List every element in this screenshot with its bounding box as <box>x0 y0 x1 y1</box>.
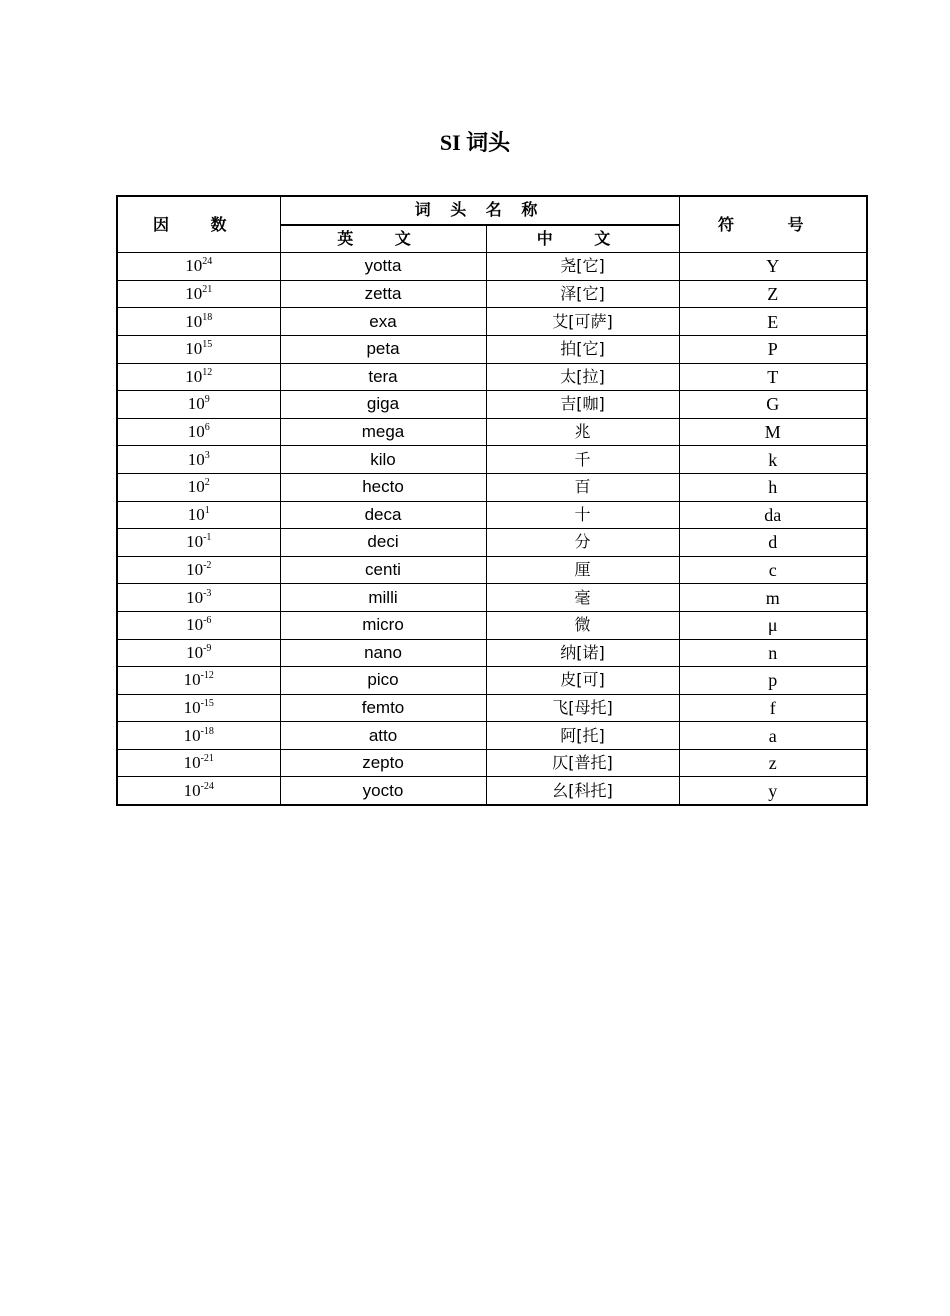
factor-base: 10 <box>183 780 201 800</box>
chinese-name-cell: 皮[可] <box>486 667 679 695</box>
factor-cell <box>117 584 280 612</box>
factor-exponent: 2 <box>204 477 210 489</box>
chinese-name-cell: 幺[科托] <box>486 777 679 805</box>
symbol-cell: Y <box>679 253 867 281</box>
chinese-name-cell: 泽[它] <box>486 280 679 308</box>
factor-cell <box>117 639 280 667</box>
symbol-header: 符 号 <box>679 196 867 253</box>
table-row <box>117 529 867 557</box>
english-name-cell: nano <box>280 639 486 667</box>
factor-base: 10 <box>186 642 204 662</box>
symbol-cell: M <box>679 418 867 446</box>
table-row <box>117 749 867 777</box>
factor-base: 10 <box>186 587 204 607</box>
english-name-cell: hecto <box>280 473 486 501</box>
factor-exponent: 9 <box>204 394 210 406</box>
english-name-cell: tera <box>280 363 486 391</box>
table-row <box>117 473 867 501</box>
symbol-cell: a <box>679 722 867 750</box>
table-body <box>117 253 867 805</box>
chinese-name-cell: 毫 <box>486 584 679 612</box>
factor-base: 10 <box>187 422 205 442</box>
chinese-name-cell: 飞[母托] <box>486 694 679 722</box>
factor-exponent: -18 <box>200 725 214 737</box>
factor-exponent: -1 <box>203 532 212 544</box>
factor-exponent: -9 <box>203 642 212 654</box>
factor-base: 10 <box>183 697 201 717</box>
chinese-name-cell: 微 <box>486 611 679 639</box>
english-name-cell: milli <box>280 584 486 612</box>
english-name-cell: yotta <box>280 253 486 281</box>
factor-cell <box>117 335 280 363</box>
factor-exponent: 21 <box>202 284 213 296</box>
table-row <box>117 501 867 529</box>
factor-exponent: 1 <box>204 504 210 516</box>
symbol-cell: Z <box>679 280 867 308</box>
chinese-name-cell: 兆 <box>486 418 679 446</box>
english-name-cell: deca <box>280 501 486 529</box>
factor-cell <box>117 473 280 501</box>
chinese-name-cell: 阿[托] <box>486 722 679 750</box>
factor-exponent: -6 <box>203 615 212 627</box>
chinese-name-cell: 百 <box>486 473 679 501</box>
factor-header: 因 数 <box>117 196 280 253</box>
factor-cell <box>117 777 280 805</box>
factor-cell <box>117 722 280 750</box>
table-header <box>117 196 867 253</box>
factor-base: 10 <box>185 311 203 331</box>
table-row <box>117 446 867 474</box>
chinese-name-cell: 纳[诺] <box>486 639 679 667</box>
table-row <box>117 308 867 336</box>
english-name-cell: centi <box>280 556 486 584</box>
symbol-cell: E <box>679 308 867 336</box>
factor-cell <box>117 667 280 695</box>
factor-base: 10 <box>185 366 203 386</box>
factor-cell <box>117 280 280 308</box>
symbol-cell: G <box>679 391 867 419</box>
factor-exponent: -2 <box>203 560 212 572</box>
symbol-cell: da <box>679 501 867 529</box>
english-name-cell: zepto <box>280 749 486 777</box>
symbol-cell: p <box>679 667 867 695</box>
symbol-cell: d <box>679 529 867 557</box>
factor-cell <box>117 611 280 639</box>
factor-base: 10 <box>185 256 203 276</box>
page-title: SI 词头 <box>439 130 511 155</box>
factor-exponent: -15 <box>200 697 214 709</box>
symbol-cell: c <box>679 556 867 584</box>
symbol-cell: z <box>679 749 867 777</box>
factor-cell <box>117 529 280 557</box>
factor-exponent: -12 <box>200 670 214 682</box>
factor-exponent: -24 <box>200 780 214 792</box>
si-prefix-table <box>116 195 868 806</box>
symbol-cell: h <box>679 473 867 501</box>
english-name-cell: femto <box>280 694 486 722</box>
factor-exponent: 24 <box>202 256 213 268</box>
english-name-cell: micro <box>280 611 486 639</box>
table-row <box>117 611 867 639</box>
english-name-cell: atto <box>280 722 486 750</box>
symbol-cell: T <box>679 363 867 391</box>
symbol-cell: n <box>679 639 867 667</box>
factor-exponent: 6 <box>204 422 210 434</box>
factor-cell <box>117 556 280 584</box>
english-name-cell: peta <box>280 335 486 363</box>
factor-base: 10 <box>187 477 205 497</box>
chinese-name-cell: 厘 <box>486 556 679 584</box>
table-row <box>117 280 867 308</box>
factor-base: 10 <box>183 753 201 773</box>
table-row <box>117 667 867 695</box>
symbol-cell: f <box>679 694 867 722</box>
table-row <box>117 556 867 584</box>
chinese-name-cell: 分 <box>486 529 679 557</box>
factor-base: 10 <box>187 504 205 524</box>
table-row <box>117 584 867 612</box>
factor-cell <box>117 749 280 777</box>
table-row <box>117 391 867 419</box>
factor-base: 10 <box>186 532 204 552</box>
english-name-cell: kilo <box>280 446 486 474</box>
chinese-name-cell: 仄[普托] <box>486 749 679 777</box>
header-row-top <box>117 196 867 225</box>
table-row <box>117 418 867 446</box>
factor-base: 10 <box>187 394 205 414</box>
chinese-name-cell: 尧[它] <box>486 253 679 281</box>
factor-exponent: 3 <box>204 449 210 461</box>
symbol-cell: k <box>679 446 867 474</box>
chinese-name-cell: 吉[咖] <box>486 391 679 419</box>
chinese-header: 中 文 <box>486 225 679 253</box>
english-name-cell: mega <box>280 418 486 446</box>
english-name-cell: deci <box>280 529 486 557</box>
factor-base: 10 <box>187 449 205 469</box>
table-row <box>117 363 867 391</box>
factor-cell <box>117 363 280 391</box>
factor-cell <box>117 253 280 281</box>
factor-cell <box>117 501 280 529</box>
symbol-cell: P <box>679 335 867 363</box>
table-row <box>117 777 867 805</box>
factor-cell <box>117 446 280 474</box>
symbol-cell: m <box>679 584 867 612</box>
english-header: 英 文 <box>280 225 486 253</box>
factor-base: 10 <box>186 615 204 635</box>
factor-exponent: 18 <box>202 311 213 323</box>
factor-base: 10 <box>186 560 204 580</box>
table-row <box>117 335 867 363</box>
factor-base: 10 <box>183 670 201 690</box>
english-name-cell: exa <box>280 308 486 336</box>
factor-exponent: 12 <box>202 366 213 378</box>
table-row <box>117 694 867 722</box>
prefix-name-header: 词 头 名 称 <box>280 196 679 225</box>
english-name-cell: zetta <box>280 280 486 308</box>
factor-cell <box>117 391 280 419</box>
table-row <box>117 253 867 281</box>
table-row <box>117 639 867 667</box>
factor-base: 10 <box>185 339 203 359</box>
chinese-name-cell: 千 <box>486 446 679 474</box>
chinese-name-cell: 拍[它] <box>486 335 679 363</box>
factor-exponent: 15 <box>202 339 213 351</box>
factor-exponent: -21 <box>200 753 214 765</box>
chinese-name-cell: 太[拉] <box>486 363 679 391</box>
factor-cell <box>117 694 280 722</box>
symbol-cell: y <box>679 777 867 805</box>
factor-base: 10 <box>183 725 201 745</box>
factor-cell <box>117 308 280 336</box>
factor-cell <box>117 418 280 446</box>
factor-exponent: -3 <box>203 587 212 599</box>
factor-base: 10 <box>185 284 203 304</box>
chinese-name-cell: 艾[可萨] <box>486 308 679 336</box>
english-name-cell: pico <box>280 667 486 695</box>
english-name-cell: yocto <box>280 777 486 805</box>
table-row <box>117 722 867 750</box>
english-name-cell: giga <box>280 391 486 419</box>
symbol-cell: μ <box>679 611 867 639</box>
chinese-name-cell: 十 <box>486 501 679 529</box>
